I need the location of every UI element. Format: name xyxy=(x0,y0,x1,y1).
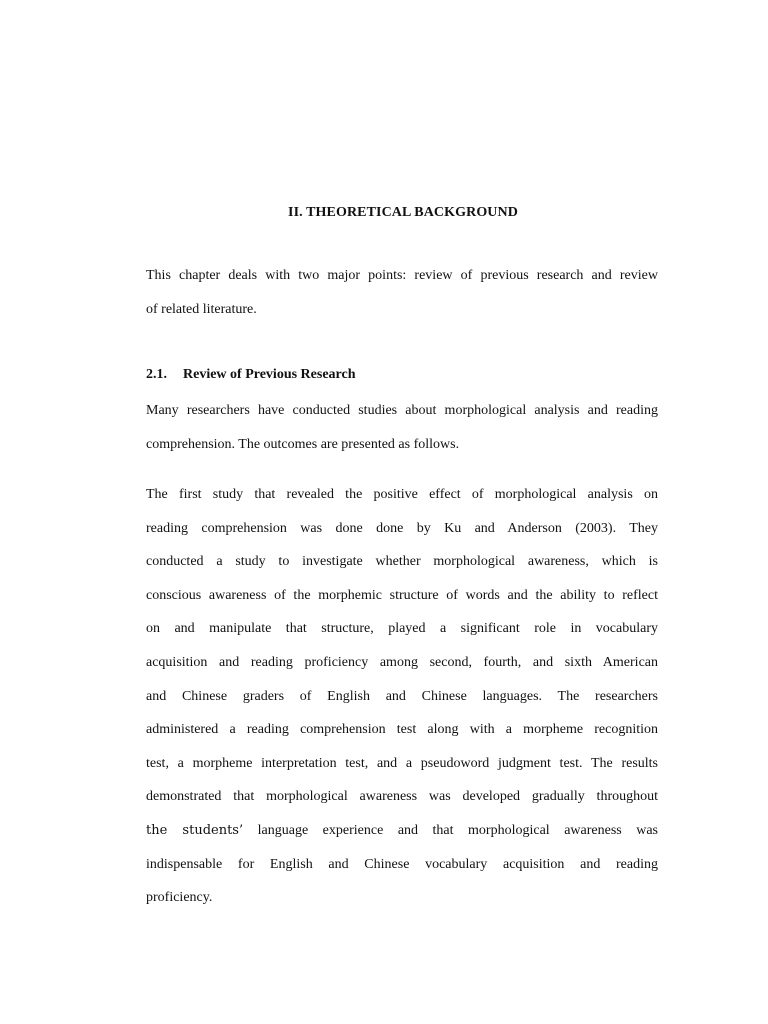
paragraph-line: administered a reading comprehension test along with a morpheme recognition xyxy=(146,722,658,738)
paragraph-line: conducted a study to investigate whether morphological awareness, which is xyxy=(146,554,658,570)
paragraph-line: This chapter deals with two major points: review of previous research and review xyxy=(146,268,658,283)
paragraph-line: demonstrated that morphological awareness was developed gradually throughout xyxy=(146,789,658,805)
paragraph-line: on and manipulate that structure, played a significant role in vocabulary xyxy=(146,621,658,637)
paragraph-line: of related literature. xyxy=(146,301,257,317)
paragraph-line: comprehension. The outcomes are presented as follows. xyxy=(146,436,460,452)
chapter-title: II. THEORETICAL BACKGROUND xyxy=(288,205,518,220)
line-remainder: language experience and that morphological awareness was xyxy=(257,822,659,838)
paragraph-line-mixed xyxy=(146,821,658,855)
paragraph-line: Many researchers have conducted studies about morphological analysis and reading xyxy=(146,403,658,418)
paragraph-line: test, a morpheme interpretation test, and a pseudoword judgment test. The results xyxy=(146,755,658,771)
paragraph-line: reading comprehension was done done by Ku and Anderson (2003). They xyxy=(146,520,658,536)
paragraph-1 xyxy=(146,401,658,468)
paragraph-2 xyxy=(146,485,658,922)
intro-paragraph xyxy=(146,266,658,333)
paragraph-line: acquisition and reading proficiency among second, fourth, and sixth American xyxy=(146,654,658,670)
paragraph-line: The first study that revealed the positive effect of morphological analysis on xyxy=(146,487,658,502)
paragraph-line: and Chinese graders of English and Chinese languages. The researchers xyxy=(146,688,658,704)
section-number: 2.1. xyxy=(146,367,167,382)
paragraph-line: conscious awareness of the morphemic structure of words and the ability to reflect xyxy=(146,587,658,603)
section-heading xyxy=(146,367,356,383)
mixed-font-fragment: the students’ xyxy=(146,822,244,838)
section-title: Review of Previous Research xyxy=(183,367,356,382)
paragraph-line: proficiency. xyxy=(146,890,213,906)
paragraph-line: indispensable for English and Chinese vocabulary acquisition and reading xyxy=(146,856,658,872)
